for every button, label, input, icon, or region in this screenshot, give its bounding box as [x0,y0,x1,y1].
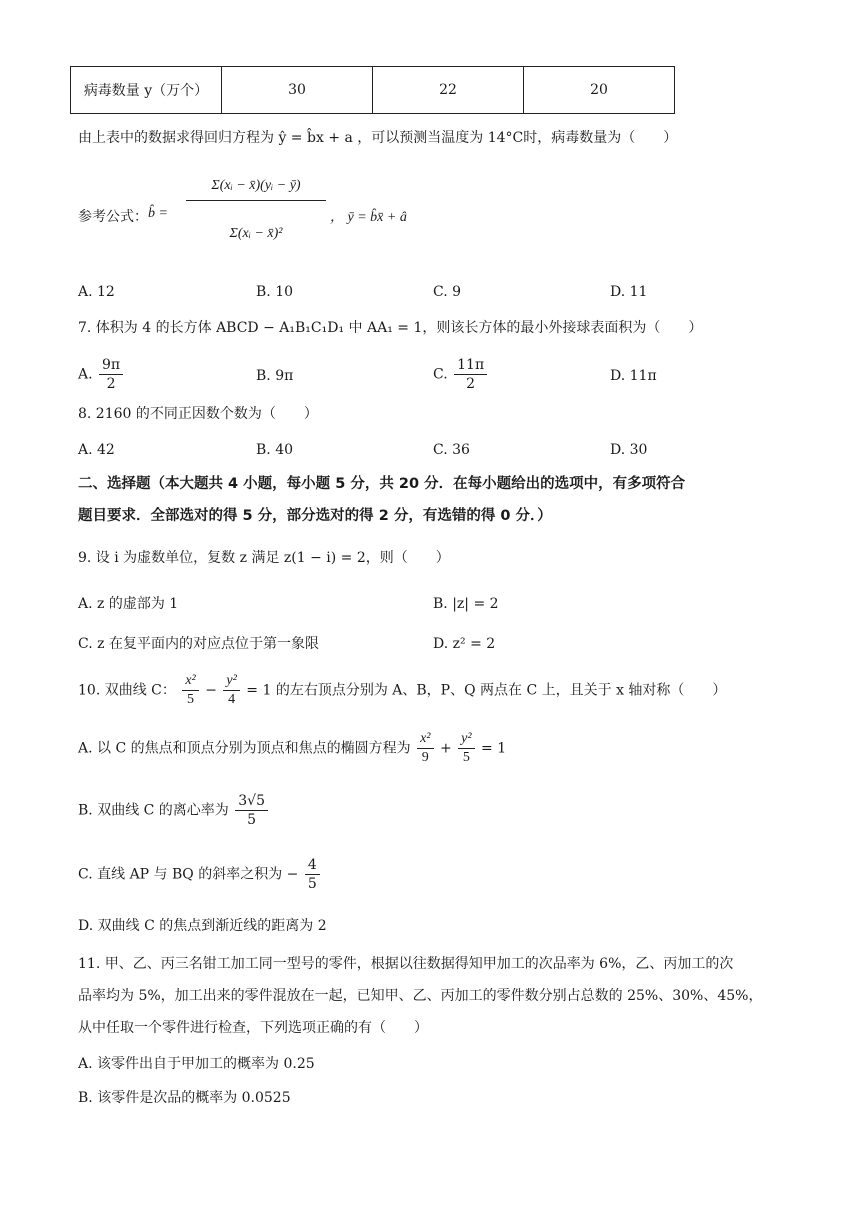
section-heading-line1: 二、选择题（本大题共 4 小题，每小题 5 分，共 20 分．在每小题给出的选项中，有多项符合 [78,476,686,492]
q6-formula-label: 参考公式： [78,209,148,225]
table-cell: 20 [524,67,675,114]
fraction: $\frac{\text{x²}}{5}$ [182,672,198,709]
q11-option-b: B. 该零件是次品的概率为 0.0525 [78,1090,291,1106]
q10-prefix: 10. 双曲线 C： [78,682,176,699]
q8-option-d: D. 30 [610,442,648,458]
q6-formula-tail: ， ȳ = b̂x̄ + â [330,210,407,225]
q10-option-b [78,792,270,829]
table-row [71,67,675,114]
q10-option-a-text: A. 以 C 的焦点和顶点分别为顶点和焦点的椭圆方程为 [78,740,411,757]
option-letter: C. [433,366,448,383]
section-heading-line2: 题目要求．全部选对的得 5 分，部分选对的得 2 分，有选错的得 0 分．） [78,508,552,524]
option-value: 9π [275,368,294,384]
q9-option-c: C. z 在复平面内的对应点位于第一象限 [78,636,319,652]
option-letter: B. [256,368,271,384]
fraction-numerator: 3√5 [235,792,268,811]
q10-option-a: A. 以 C 的焦点和顶点分别为顶点和焦点的椭圆方程为 $\frac{\text{x²}}{9}$ + $\frac{\text{y²}}{5}$ = 1 [78,731,507,765]
fraction-denominator: 2 [466,376,476,392]
fraction: $\frac{\text{y²}}{5}$ [458,730,474,767]
q8-option-c: C. 36 [433,442,470,458]
q10-option-d: D. 双曲线 C 的焦点到渐近线的距离为 2 [78,918,327,934]
fraction [454,356,487,393]
q7-option-d [610,366,657,386]
q9-text: 9. 设 i 为虚数单位，复数 z 满足 z(1 − i) = 2，则（ ） [78,550,450,566]
q7-text: 7. 体积为 4 的长方体 ABCD − A₁B₁C₁D₁ 中 AA₁ = 1，则该长方体的最小外接球表面积为（ ） [78,320,703,336]
q8-text: 8. 2160 的不同正因数个数为（ ） [78,406,318,422]
fraction: $\frac{\text{x²}}{9}$ [417,730,433,767]
fraction-denominator: 5 [247,812,257,828]
fraction [305,856,320,893]
q9-option-d: D. z² = 2 [433,636,496,652]
fraction-denominator: 2 [106,376,116,392]
q6-text: 由上表中的数据求得回归方程为 ŷ = b̂x + a ，可以预测当温度为 14°C时，病毒数量为（ ） [78,130,678,146]
fraction-numerator: 9π [99,356,123,375]
q11-line1: 11. 甲、乙、丙三名钳工加工同一型号的零件，根据以往数据得知甲加工的次品率为 6%，乙、丙加工的次 [78,956,734,972]
option-letter: A. [78,366,93,383]
q8-option-b: B. 40 [256,442,294,458]
option-value: 11π [629,368,657,384]
q10-option-a-tail: = 1 [481,740,507,757]
fraction-numerator: 4 [305,856,320,875]
q6-option-d: D. 11 [610,284,648,300]
q7-option-b [256,366,293,386]
table-row-label: 病毒数量 y（万个） [71,67,222,114]
q10-text: = 1 的左右顶点分别为 A、B，P、Q 两点在 C 上，且关于 x 轴对称（ ） [246,682,727,699]
q11-line3: 从中任取一个零件进行检查，下列选项正确的有（ ） [78,1020,428,1036]
q6-option-b: B. 10 [256,284,294,300]
data-table [70,66,675,114]
q6-option-a: A. 12 [78,284,115,300]
q7-option-c [433,356,489,393]
q10-option-c-text: C. 直线 AP 与 BQ 的斜率之积为 − [78,866,299,883]
fraction-numerator: 11π [454,356,487,375]
q9-option-b: B. |z| = 2 [433,596,499,612]
fraction-denominator: 5 [307,876,317,892]
q7-option-a [78,356,125,393]
q9-option-a: A. z 的虚部为 1 [78,596,179,612]
q6-formula-denominator: Σ(xᵢ − x̄)² [229,226,283,241]
fraction: $\frac{\text{y²}}{4}$ [223,672,239,709]
table-cell: 22 [373,67,524,114]
q6-option-c: C. 9 [433,284,462,300]
q11-option-a: A. 该零件出自于甲加工的概率为 0.25 [78,1056,315,1072]
q6-formula-b: b̂ = [148,206,168,221]
option-letter: D. [610,368,626,384]
q10-stem: 10. 双曲线 C： $\frac{\text{x²}}{5}$ − $\frac{\text{y²}}{4}$ = 1 的左右顶点分别为 A、B，P、Q 两点在 C 上，且关于 x 轴对称（ ） [78,673,727,707]
fraction [99,356,123,393]
q10-option-c [78,856,322,893]
q6-formula-numerator: Σ(xᵢ − x̄)(yᵢ − ȳ) [186,178,326,201]
q8-option-a: A. 42 [78,442,115,458]
q10-option-b-text: B. 双曲线 C 的离心率为 [78,802,229,819]
fraction [235,792,268,829]
q11-line2: 品率均为 5%，加工出来的零件混放在一起，已知甲、乙、丙加工的零件数分别占总数的 25%、30%、45%， [78,988,763,1004]
table-cell: 30 [222,67,373,114]
